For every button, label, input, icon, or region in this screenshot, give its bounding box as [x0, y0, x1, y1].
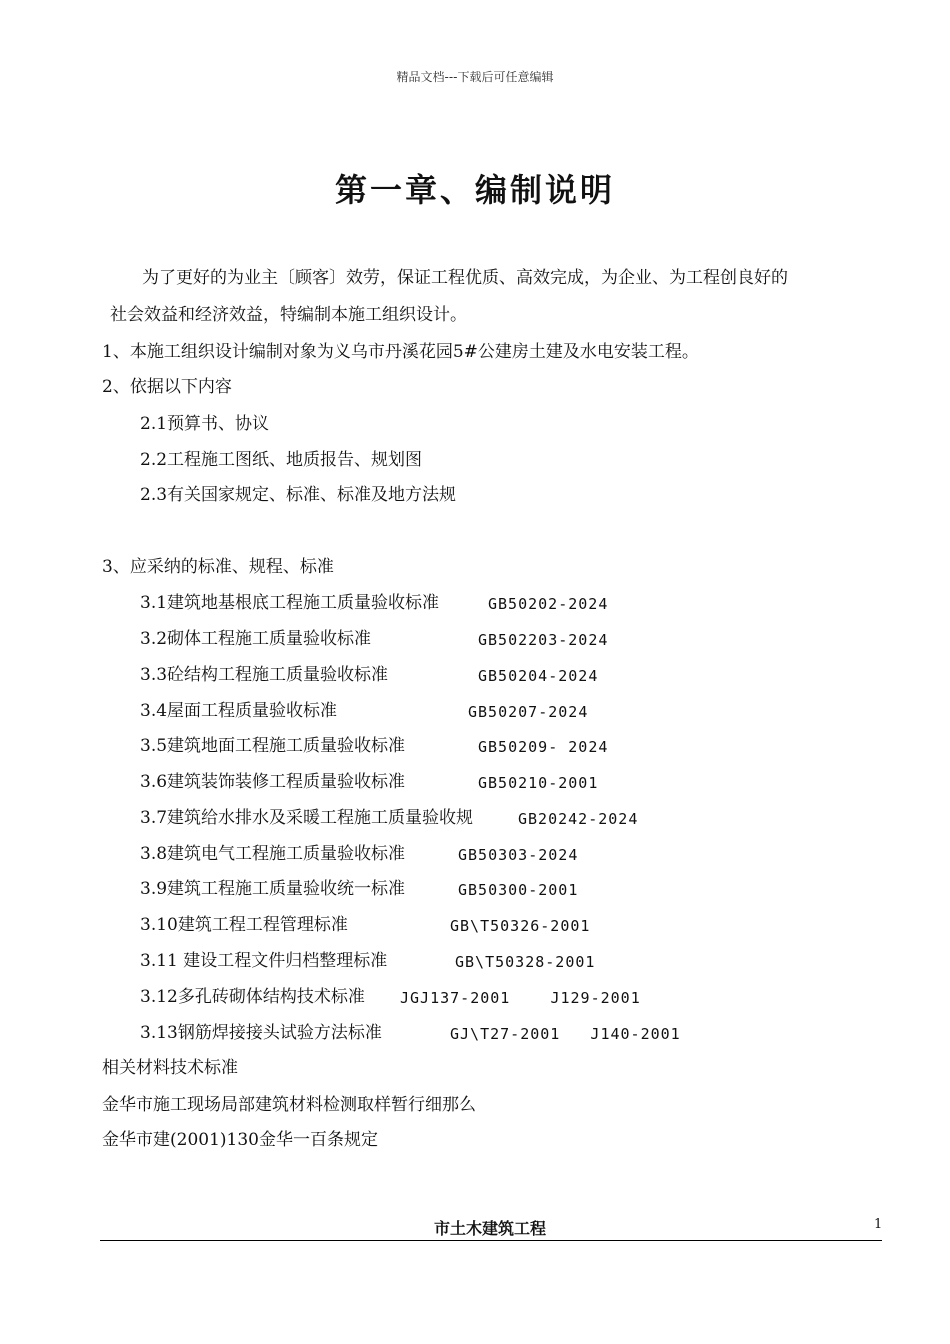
standard-code: GB50303-2024 [458, 846, 579, 864]
section-2-item: 2.2工程施工图纸、地质报告、规划图 [140, 450, 423, 470]
related-line: 金华市建(2001)130金华一百条规定 [102, 1130, 378, 1150]
standard-name: 3.13钢筋焊接接头试验方法标准 [140, 1023, 382, 1043]
intro-line-2: 社会效益和经济效益，特编制本施工组织设计。 [110, 305, 467, 325]
related-line: 相关材料技术标准 [102, 1058, 238, 1078]
section-1: 1、本施工组织设计编制对象为义乌市丹溪花园5#公建房土建及水电安装工程。 [102, 342, 699, 362]
chapter-title: 第一章、编制说明 [334, 171, 615, 209]
related-line: 金华市施工现场局部建筑材料检测取样暂行细那么 [102, 1095, 476, 1115]
section-3-heading: 3、应采纳的标准、规程、标准 [102, 557, 334, 577]
standard-name: 3.1建筑地基根底工程施工质量验收标准 [140, 593, 440, 613]
standard-code: GB\T50326-2001 [450, 917, 591, 935]
standard-code: GB50210-2001 [478, 774, 599, 792]
standard-name: 3.10建筑工程工程管理标准 [140, 915, 348, 935]
header-watermark: 精品文档---下载后可任意编辑 [396, 70, 554, 84]
section-2-item: 2.3有关国家规定、标准、标准及地方法规 [140, 485, 457, 505]
standard-code: GB50300-2001 [458, 881, 579, 899]
footer-title: 市土木建筑工程 [433, 1219, 546, 1238]
standard-name: 3.9建筑工程施工质量验收统一标准 [140, 879, 406, 899]
standard-name: 3.7建筑给水排水及采暖工程施工质量验收规 [140, 808, 474, 828]
standard-name: 3.2砌体工程施工质量验收标准 [140, 629, 372, 649]
standard-name: 3.3砼结构工程施工质量验收标准 [140, 665, 389, 685]
standard-code: GB50202-2024 [488, 595, 609, 613]
footer-divider [100, 1240, 882, 1241]
standard-code: GB20242-2024 [518, 810, 639, 828]
standard-code: GB502203-2024 [478, 631, 609, 649]
section-2-item: 2.1预算书、协议 [140, 414, 270, 434]
standard-name: 3.6建筑装饰装修工程质量验收标准 [140, 772, 406, 792]
standard-name: 3.12多孔砖砌体结构技术标准 [140, 987, 365, 1007]
standard-code: GB50204-2024 [478, 667, 599, 685]
standard-name: 3.4屋面工程质量验收标准 [140, 701, 338, 721]
standard-name: 3.11 建设工程文件归档整理标准 [140, 951, 388, 971]
standard-code: JGJ137-2001 J129-2001 [400, 989, 641, 1007]
standard-code: GJ\T27-2001 J140-2001 [450, 1025, 681, 1043]
standard-code: GB50209- 2024 [478, 738, 609, 756]
standard-code: GB\T50328-2001 [455, 953, 596, 971]
intro-line-1: 为了更好的为业主〔顾客〕效劳，保证工程优质、高效完成，为企业、为工程创良好的 [142, 268, 788, 288]
standard-name: 3.5建筑地面工程施工质量验收标准 [140, 736, 406, 756]
section-2-heading: 2、依据以下内容 [102, 377, 232, 397]
page-number: 1 [874, 1217, 883, 1232]
standard-code: GB50207-2024 [468, 703, 589, 721]
standard-name: 3.8建筑电气工程施工质量验收标准 [140, 844, 406, 864]
